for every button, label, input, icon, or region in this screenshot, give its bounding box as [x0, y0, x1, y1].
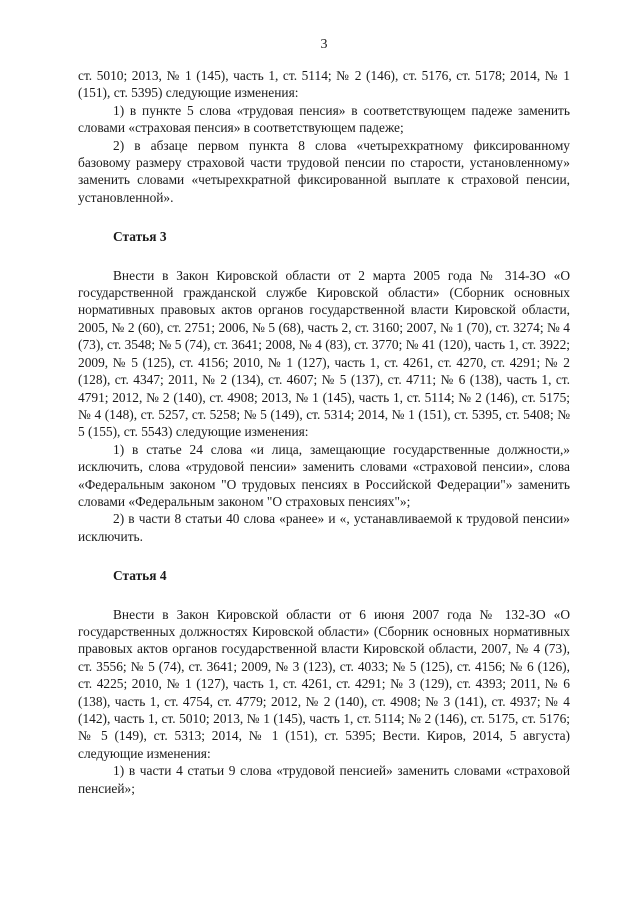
article-3-item-2: 2) в части 8 статьи 40 слова «ранее» и «, устанавливаемой к трудовой пенсии» исключить. — [78, 511, 570, 544]
article-3-intro: Внести в Закон Кировской области от 2 марта 2005 года № 314-ЗО «О государственной гражданской службе Кировской области» (Сборник основных нормативных правовых актов органов государственной власти Кировской области, 2005, № 2 (60), ст. 2751; 2006, № 5 (68), часть 2, ст. 3160; 2007, № 1 (70), ст. 3274; № 4 (73), ст. 3548; № 5 (74), ст. 3641; 2008, № 4 (83), ст. 3770; № 41 (120), часть 1, ст. 3922; 2009, № 5 (125), ст. 4156; 2010, № 1 (127), часть 1, ст. 4261, ст. 4270, ст. 4291; № 2 (128), ст. 4347; 2011, № 2 (134), ст. 4607; № 5 (137), ст. 4711; № 6 (138), часть 1, ст. 4791; 2012, № 2 (140), ст. 4908; 2013, № 1 (145), часть 1, ст. 5114; № 2 (146), ст. 5175; № 4 (148), ст. 5257, ст. 5258; № 5 (149), ст. 5314; 2014, № 1 (151), ст. 5395, ст. 5408; № 5 (155), ст. 5543) следующие изменения: — [78, 267, 570, 440]
article-4-intro: Внести в Закон Кировской области от 6 июня 2007 года № 132-ЗО «О государственных должностях Кировской области» (Сборник основных нормативных правовых актов органов государственной власти Кировской области, 2007, № 4 (73), ст. 3556; № 5 (74), ст. 3641; 2009, № 3 (123), ст. 4033; № 5 (125), ст. 4156; № 6 (126), ст. 4225; 2010, № 1 (127), часть 1, ст. 4261, ст. 4291; № 3 (129), ст. 4393; 2011, № 6 (138), часть 1, ст. 4754, ст. 4779; 2012, № 2 (140), ст. 4908; № 3 (141), ст. 4937; № 4 (142), часть 1, ст. 5010; 2013, № 1 (145), часть 1, ст. 5114; № 2 (146), ст. 5175, ст. 5176; № 5 (149), ст. 5313; 2014, № 1 (151), ст. 5395; Вести. Киров, 2014, 5 августа) следующие изменения: — [78, 606, 570, 761]
amendment-item-1: 1) в пункте 5 слова «трудовая пенсия» в соответствующем падеже заменить словами «страховая пенсия» в соответствующем падеже; — [78, 102, 570, 136]
document-page — [78, 36, 570, 797]
continuation-paragraph: ст. 5010; 2013, № 1 (145), часть 1, ст. 5114; № 2 (146), ст. 5176, ст. 5178; 2014, № 1 (151), ст. 5395) следующие изменения: — [78, 68, 570, 101]
article-4-item-1: 1) в части 4 статьи 9 слова «трудовой пенсией» заменить словами «страховой пенсией»; — [78, 763, 570, 796]
article-3-item-1: 1) в статье 24 слова «и лица, замещающие государственные должности,» исключить, слова «трудовой пенсии» заменить словами «страховой пенсии», слова «Федеральным законом "О трудовых пенсиях в Российской Федерации"» заменить словами «Федеральным законом "О страховых пенсиях"»; — [78, 441, 570, 509]
amendment-item-2: 2) в абзаце первом пункта 8 слова «четырехкратному фиксированному базовому размеру страховой части трудовой пенсии по старости, установленному» заменить словами «четырехкратной фиксированной выплате к страховой пенсии, установленной». — [78, 137, 570, 205]
page-number: 3 — [320, 37, 328, 52]
article-4-heading: Статья 4 — [113, 568, 167, 584]
article-3-heading: Статья 3 — [113, 229, 167, 245]
